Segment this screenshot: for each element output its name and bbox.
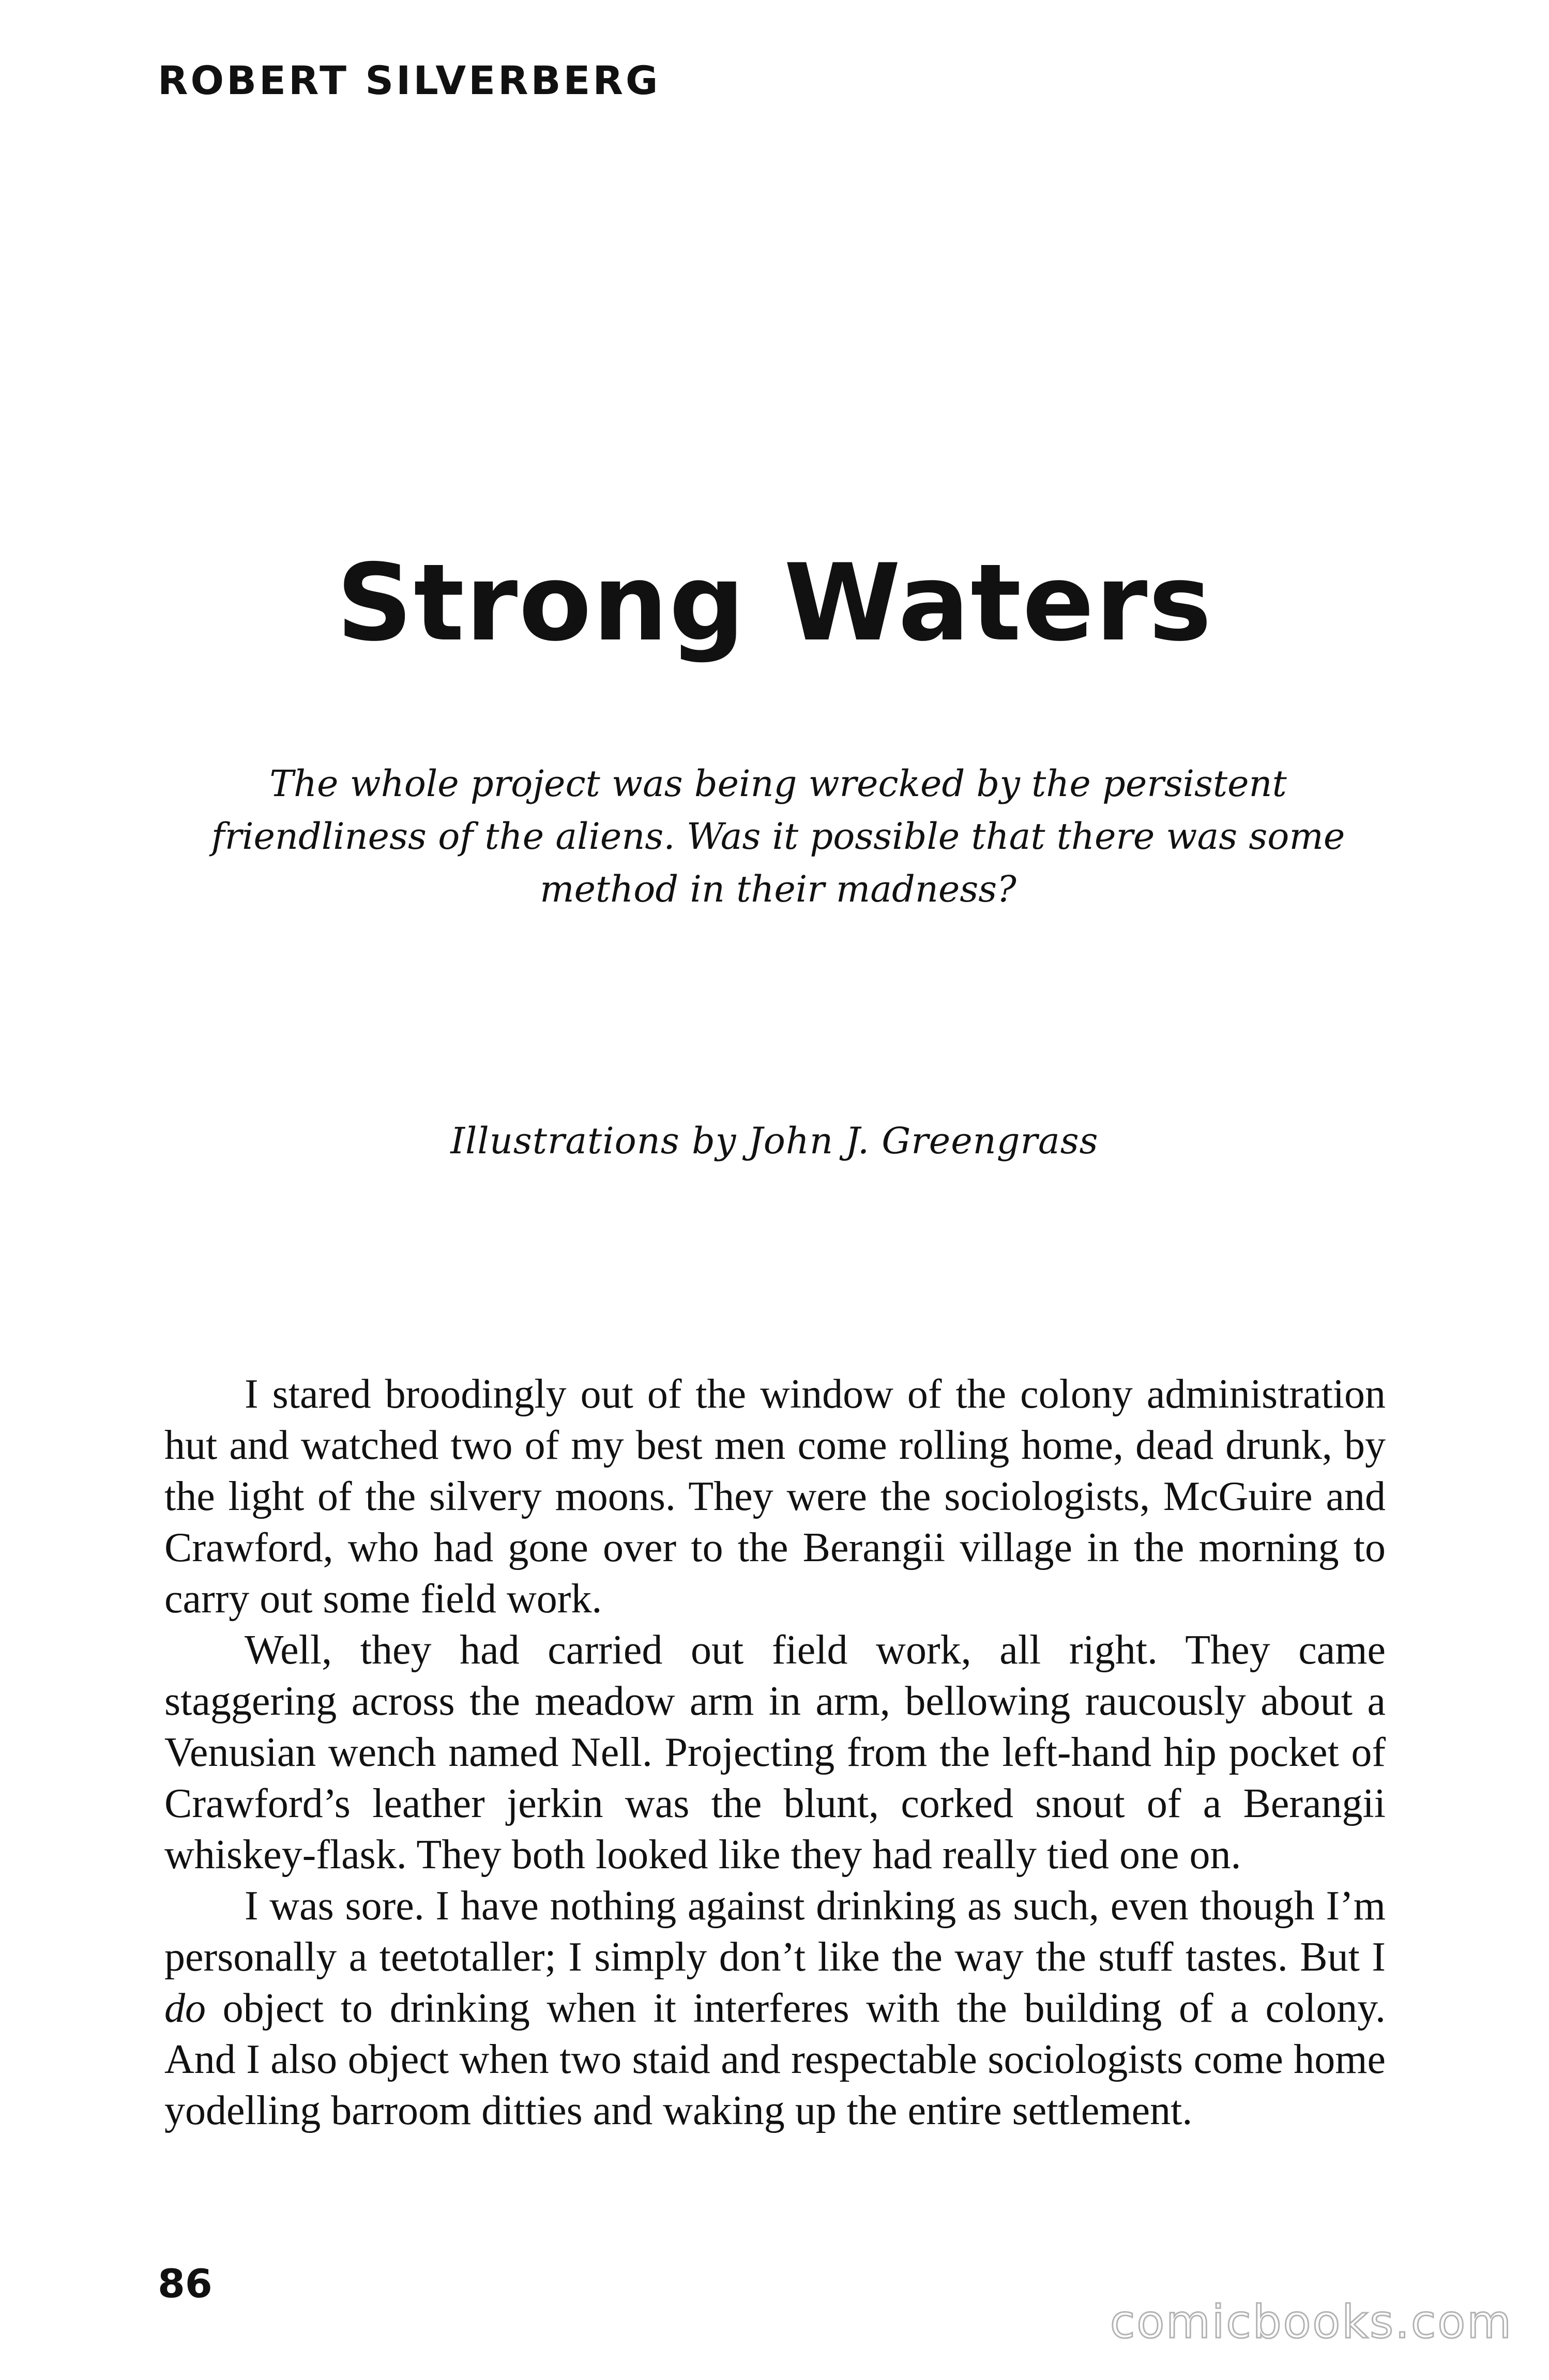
story-blurb: The whole project was being wrecked by the persistent friendliness of the aliens. Was it possible that there was some method in their madness? — [211, 762, 1345, 910]
site-watermark: comicbooks.com — [1110, 2295, 1513, 2348]
body-paragraph-1: I stared broodingly out of the window of the colony administration hut and watched two of my best men come rolling home, dead drunk, by the light of the silvery moons. They were the sociologists, McGuire and Crawford, who had gone over to the Berangii village in the morning to carry out some field work. — [164, 1371, 1386, 1622]
body-paragraph-3-end: object to drinking when it interferes with the building of a colony. And I also object when two staid and respectable sociologists come home yodelling barroom ditties and waking up the entire settlement. — [164, 1986, 1386, 2133]
body-paragraph-3 — [164, 1881, 1386, 2137]
illustration-credit: Illustrations by John J. Greengrass — [450, 1120, 1099, 1162]
author-header: ROBERT SILVERBERG — [158, 57, 661, 103]
story-title: Strong Waters — [336, 542, 1213, 665]
page-number: 86 — [158, 2261, 212, 2307]
body-paragraph-3-start: I was sore. I have nothing against drinking as such, even though I’m personally a teetotaller; I simply don’t like the way the stuff tastes. But I — [164, 1883, 1386, 1980]
story-body — [164, 1369, 1386, 2137]
body-paragraph-3-emphasis: do — [164, 1986, 206, 2031]
body-paragraph-2: Well, they had carried out field work, all right. They came staggering across the meadow arm in arm, bellowing raucously about a Venusian wench named Nell. Projecting from the left-hand hip pocket of Crawford’s leather jerkin was the blunt, corked snout of a Berangii whiskey-flask. They both looked like they had really tied one on. — [164, 1627, 1386, 1878]
